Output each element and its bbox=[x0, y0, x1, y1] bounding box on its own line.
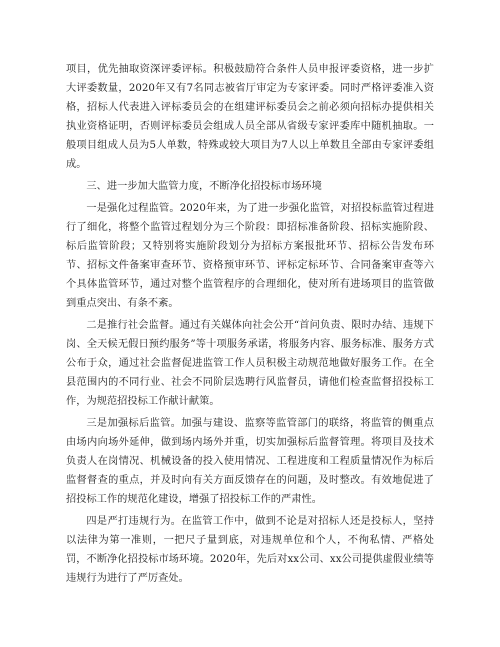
paragraph-social-supervision: 二是推行社会监督。通过有关媒体向社会公开“首问负责、限时办结、违规下岗、全天候无假日预约服务”等十项服务承诺，将服务内容、服务标准、服务方式公布于众，通过社会监督促进监管工作人员积极主动规范地做好服务工作。在全县范围内的不同行业、社会不同阶层选聘行风监督员，请他们检查监督招投标工作，为规范招投标工作献计献策。 bbox=[66, 320, 434, 407]
paragraph-post-bid-supervision: 三是加强标后监管。加强与建设、监察等监管部门的联络，将监管的侧重点由场内向场外延伸，做到场内场外并重，切实加强标后监督管理。将项目及技术负责人在岗情况、机械设备的投入使用情况、工程进度和工程质量情况作为标后监督督查的重点，并及时向有关方面反馈存在的问题，及时整改。有效地促进了招投标工作的规范化建设，增强了招投标工作的严肃性。 bbox=[66, 418, 434, 505]
document-body bbox=[66, 60, 434, 588]
paragraph-evaluator-selection: 项目，优先抽取资深评委评标。积极鼓励符合条件人员申报评委资格，进一步扩大评委数量，2020年又有7名同志被省厅审定为专家评委。同时严格评委准入资格，招标人代表进入评标委员会的在组建评标委员会之前必须向招标办提供相关执业资格证明，否则评标委员会组成人员全部从省级专家评委库中随机抽取。一般项目组成人员为5人单数，特殊或较大项目为7人以上单数且全部由专家评委组成。 bbox=[66, 64, 434, 170]
section-heading-supervision: 三、进一步加大监管力度，不断净化招投标市场环境 bbox=[86, 181, 322, 192]
paragraph-process-supervision: 一是强化过程监管。2020年来，为了进一步强化监管，对招投标监管过程进行了细化，将整个监管过程划分为三个阶段：即招标准备阶段、招标实施阶段、标后监管阶段；又特别将实施阶段划分为招标方案报批环节、招标公告发布环节、招标文件备案审查环节、资格预审环节、评标定标环节、合同备案审查等六个具体监管环节，通过对整个监管程序的合理细化，使对所有进场项目的监管做到重点突出、有条不紊。 bbox=[66, 203, 434, 309]
paragraph-violation-crackdown: 四是严打违规行为。在监管工作中，做到不论是对招标人还是投标人，坚持以法律为第一准则，一把尺子量到底，对违规单位和个人，不徇私情、严格处罚，不断净化招投标市场环境。2020年，先后对xx公司、xx公司提供虚假业绩等违规行为进行了严厉查处。 bbox=[66, 516, 434, 584]
